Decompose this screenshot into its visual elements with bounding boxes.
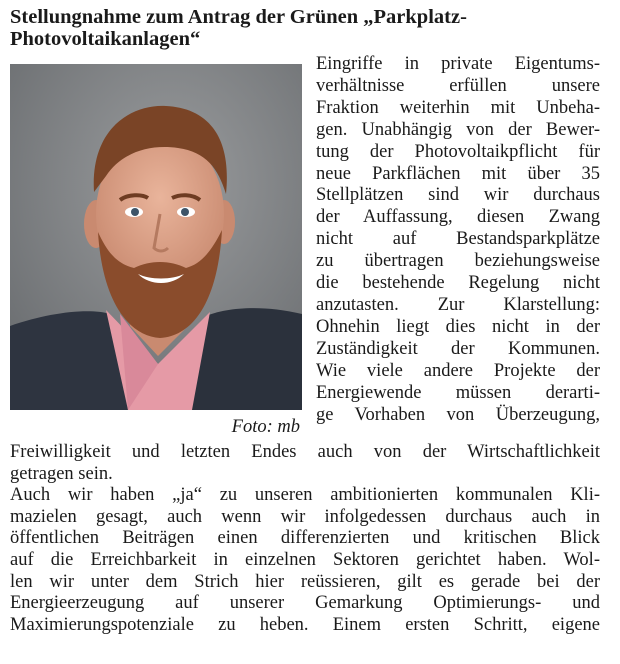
body-line: Energieerzeugung auf unserer Gemarkung Optimierungs- und xyxy=(10,593,600,614)
body-line: auf die Erreichbarkeit in einzelnen Sektoren gerichtet haben. Wol- xyxy=(10,549,600,570)
body-line: Auch wir haben „ja“ zu unseren ambitionierten kommunalen Kli- xyxy=(10,485,600,506)
body-line: Zuständigkeit der Kommunen. xyxy=(316,338,600,359)
body-line: verhältnisse erfüllen unsere xyxy=(316,75,600,96)
portrait-photo xyxy=(10,64,302,410)
body-line: der Auffassung, diesen Zwang xyxy=(316,207,600,228)
body-line: zu übertragen beziehungsweise xyxy=(316,251,600,272)
body-line: getragen sein. xyxy=(10,463,113,484)
body-line: öffentlichen Beiträgen einen differenzierten und kritischen Blick xyxy=(10,528,600,549)
body-line: ge Vorhaben von Überzeugung, xyxy=(316,404,600,425)
photo-credit: Foto: mb xyxy=(231,417,300,437)
body-line: neue Parkflächen mit über 35 xyxy=(316,163,600,184)
article-headline: Stellungnahme zum Antrag der Grünen „Parkplatz- Photovoltaikanlagen“ xyxy=(10,6,467,50)
article-body-full-width xyxy=(10,442,600,636)
body-line: mazielen gesagt, auch wenn wir infolgedessen durchaus auch in xyxy=(10,506,600,527)
body-line: Fraktion weiterhin mit Unbeha- xyxy=(316,97,600,118)
body-line: Ohnehin liegt dies nicht in der xyxy=(316,316,600,337)
body-line: Freiwilligkeit und letzten Endes auch von der Wirtschaftlichkeit xyxy=(10,442,600,462)
body-line: Stellplätzen sind wir durchaus xyxy=(316,185,600,206)
article-body-column xyxy=(316,54,600,426)
body-line: tung der Photovoltaikpflicht für xyxy=(316,141,600,162)
body-line: Energiewende müssen derarti- xyxy=(316,382,600,403)
body-line: nicht auf Bestandsparkplätze xyxy=(316,229,600,250)
body-line: Wie viele andere Projekte der xyxy=(316,360,600,381)
body-line: die bestehende Regelung nicht xyxy=(316,273,600,294)
body-line: len wir unter dem Strich hier reüssieren, gilt es gerade bei der xyxy=(10,571,600,592)
article xyxy=(10,0,600,635)
photo-block xyxy=(10,64,302,441)
body-line: gen. Unabhängig von der Bewer- xyxy=(316,119,600,140)
body-line: Maximierungspotenziale zu heben. Einem ersten Schritt, eigene xyxy=(10,614,600,635)
body-line: Eingriffe in private Eigentums- xyxy=(316,54,600,74)
body-line: anzutasten. Zur Klarstellung: xyxy=(316,294,600,315)
